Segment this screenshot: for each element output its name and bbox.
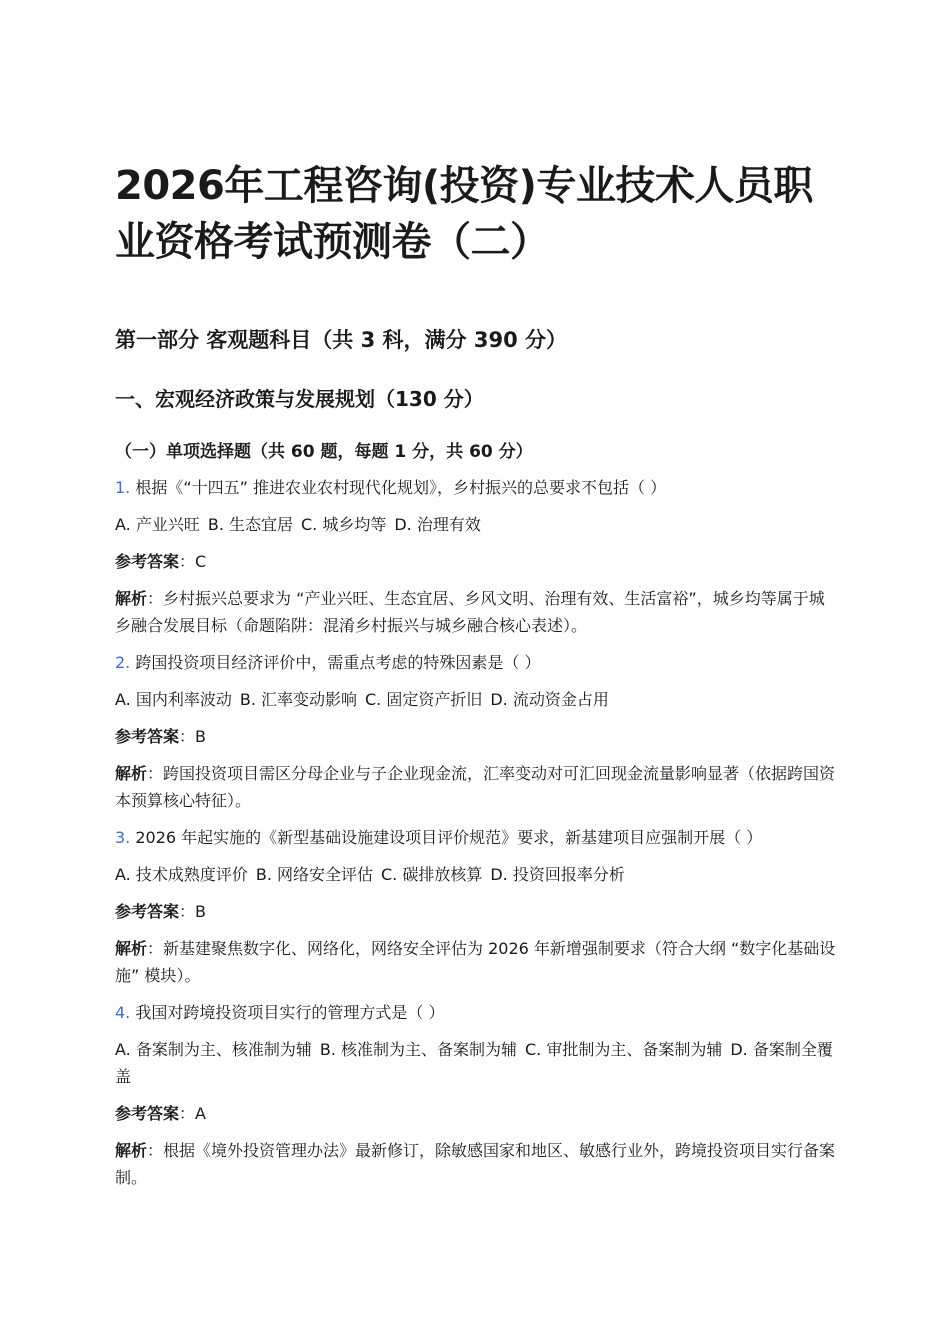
answer-label: 参考答案	[115, 902, 180, 921]
option-a: A. 产业兴旺	[115, 515, 200, 534]
option-b: B. 网络安全评估	[255, 865, 373, 884]
analysis-label: 解析	[115, 1141, 148, 1160]
question-number: 2.	[115, 653, 131, 672]
question-stem	[115, 999, 837, 1026]
answer-value: C	[195, 552, 207, 571]
question-options	[115, 861, 837, 888]
answer-value: A	[195, 1104, 206, 1123]
option-c: C. 碳排放核算	[381, 865, 483, 884]
question-text: 2026 年起实施的《新型基础设施建设项目评价规范》要求，新基建项目应强制开展（ ）	[135, 828, 763, 847]
answer-label: 参考答案	[115, 552, 180, 571]
analysis-text: 新基建聚焦数字化、网络化，网络安全评估为 2026 年新增强制要求（符合大纲 “数字化基础设施” 模块）。	[115, 939, 836, 985]
analysis-line: 解析：新基建聚焦数字化、网络化，网络安全评估为 2026 年新增强制要求（符合大纲 “数字化基础设施” 模块）。	[115, 939, 836, 985]
option-c: C. 固定资产折旧	[365, 690, 483, 709]
answer-value: B	[195, 902, 207, 921]
analysis-text: 根据《境外投资管理办法》最新修订，除敏感国家和地区、敏感行业外，跨境投资项目实行备案制。	[115, 1141, 836, 1187]
question-text: 跨国投资项目经济评价中，需重点考虑的特殊因素是（ ）	[135, 653, 541, 672]
option-a: A. 备案制为主、核准制为辅	[115, 1040, 312, 1059]
analysis-label: 解析	[115, 589, 148, 608]
option-d: D. 流动资金占用	[490, 690, 609, 709]
question-options	[115, 511, 837, 538]
option-b: B. 汇率变动影响	[239, 690, 357, 709]
question-number: 4.	[115, 1003, 131, 1022]
option-d: D. 投资回报率分析	[490, 865, 625, 884]
analysis-text: 跨国投资项目需区分母企业与子企业现金流，汇率变动对可汇回现金流量影响显著（依据跨国资本预算核心特征）。	[115, 764, 836, 810]
answer-line: 参考答案：A	[115, 1104, 206, 1123]
option-a: A. 国内利率波动	[115, 690, 232, 709]
option-b: B. 生态宜居	[207, 515, 293, 534]
analysis-line: 解析：根据《境外投资管理办法》最新修订，除敏感国家和地区、敏感行业外，跨境投资项目实行备案制。	[115, 1141, 836, 1187]
question-item	[115, 824, 837, 989]
question-number: 3.	[115, 828, 131, 847]
analysis-label: 解析	[115, 939, 148, 958]
answer-label: 参考答案	[115, 1104, 180, 1123]
option-c: C. 审批制为主、备案制为辅	[525, 1040, 723, 1059]
subsection-heading: （一）单项选择题（共 60 题，每题 1 分，共 60 分）	[115, 442, 533, 462]
option-d: D. 治理有效	[394, 515, 481, 534]
answer-value: B	[195, 727, 207, 746]
analysis-line: 解析：跨国投资项目需区分母企业与子企业现金流，汇率变动对可汇回现金流量影响显著（依据跨国资本预算核心特征）。	[115, 764, 836, 810]
analysis-line: 解析：乡村振兴总要求为 “产业兴旺、生态宜居、乡风文明、治理有效、生活富裕”，城乡均等属于城乡融合发展目标（命题陷阱：混淆乡村振兴与城乡融合核心表述）。	[115, 589, 825, 635]
section-heading: 一、宏观经济政策与发展规划（130 分）	[115, 387, 484, 411]
option-a: A. 技术成熟度评价	[115, 865, 248, 884]
analysis-text: 乡村振兴总要求为 “产业兴旺、生态宜居、乡风文明、治理有效、生活富裕”，城乡均等属于城乡融合发展目标（命题陷阱：混淆乡村振兴与城乡融合核心表述）。	[115, 589, 825, 635]
question-item	[115, 649, 837, 814]
question-options	[115, 1036, 837, 1090]
analysis-label: 解析	[115, 764, 148, 783]
question-text: 根据《“十四五” 推进农业农村现代化规划》，乡村振兴的总要求不包括（ ）	[135, 478, 667, 497]
question-options	[115, 686, 837, 713]
option-c: C. 城乡均等	[301, 515, 387, 534]
answer-line: 参考答案：C	[115, 552, 207, 571]
question-item	[115, 474, 837, 639]
part-heading: 第一部分 客观题科目（共 3 科，满分 390 分）	[115, 328, 568, 352]
question-text: 我国对跨境投资项目实行的管理方式是（ ）	[135, 1003, 445, 1022]
answer-line: 参考答案：B	[115, 727, 207, 746]
question-stem	[115, 824, 837, 851]
option-d: D. 备案制全覆盖	[115, 1040, 833, 1086]
question-item	[115, 999, 837, 1191]
document-title: 2026年工程咨询(投资)专业技术人员职业资格考试预测卷（二）	[115, 163, 813, 265]
question-list	[115, 474, 837, 1201]
answer-label: 参考答案	[115, 727, 180, 746]
question-stem	[115, 649, 837, 676]
answer-line: 参考答案：B	[115, 902, 207, 921]
question-number: 1.	[115, 478, 131, 497]
question-stem	[115, 474, 837, 501]
option-b: B. 核准制为主、备案制为辅	[319, 1040, 517, 1059]
